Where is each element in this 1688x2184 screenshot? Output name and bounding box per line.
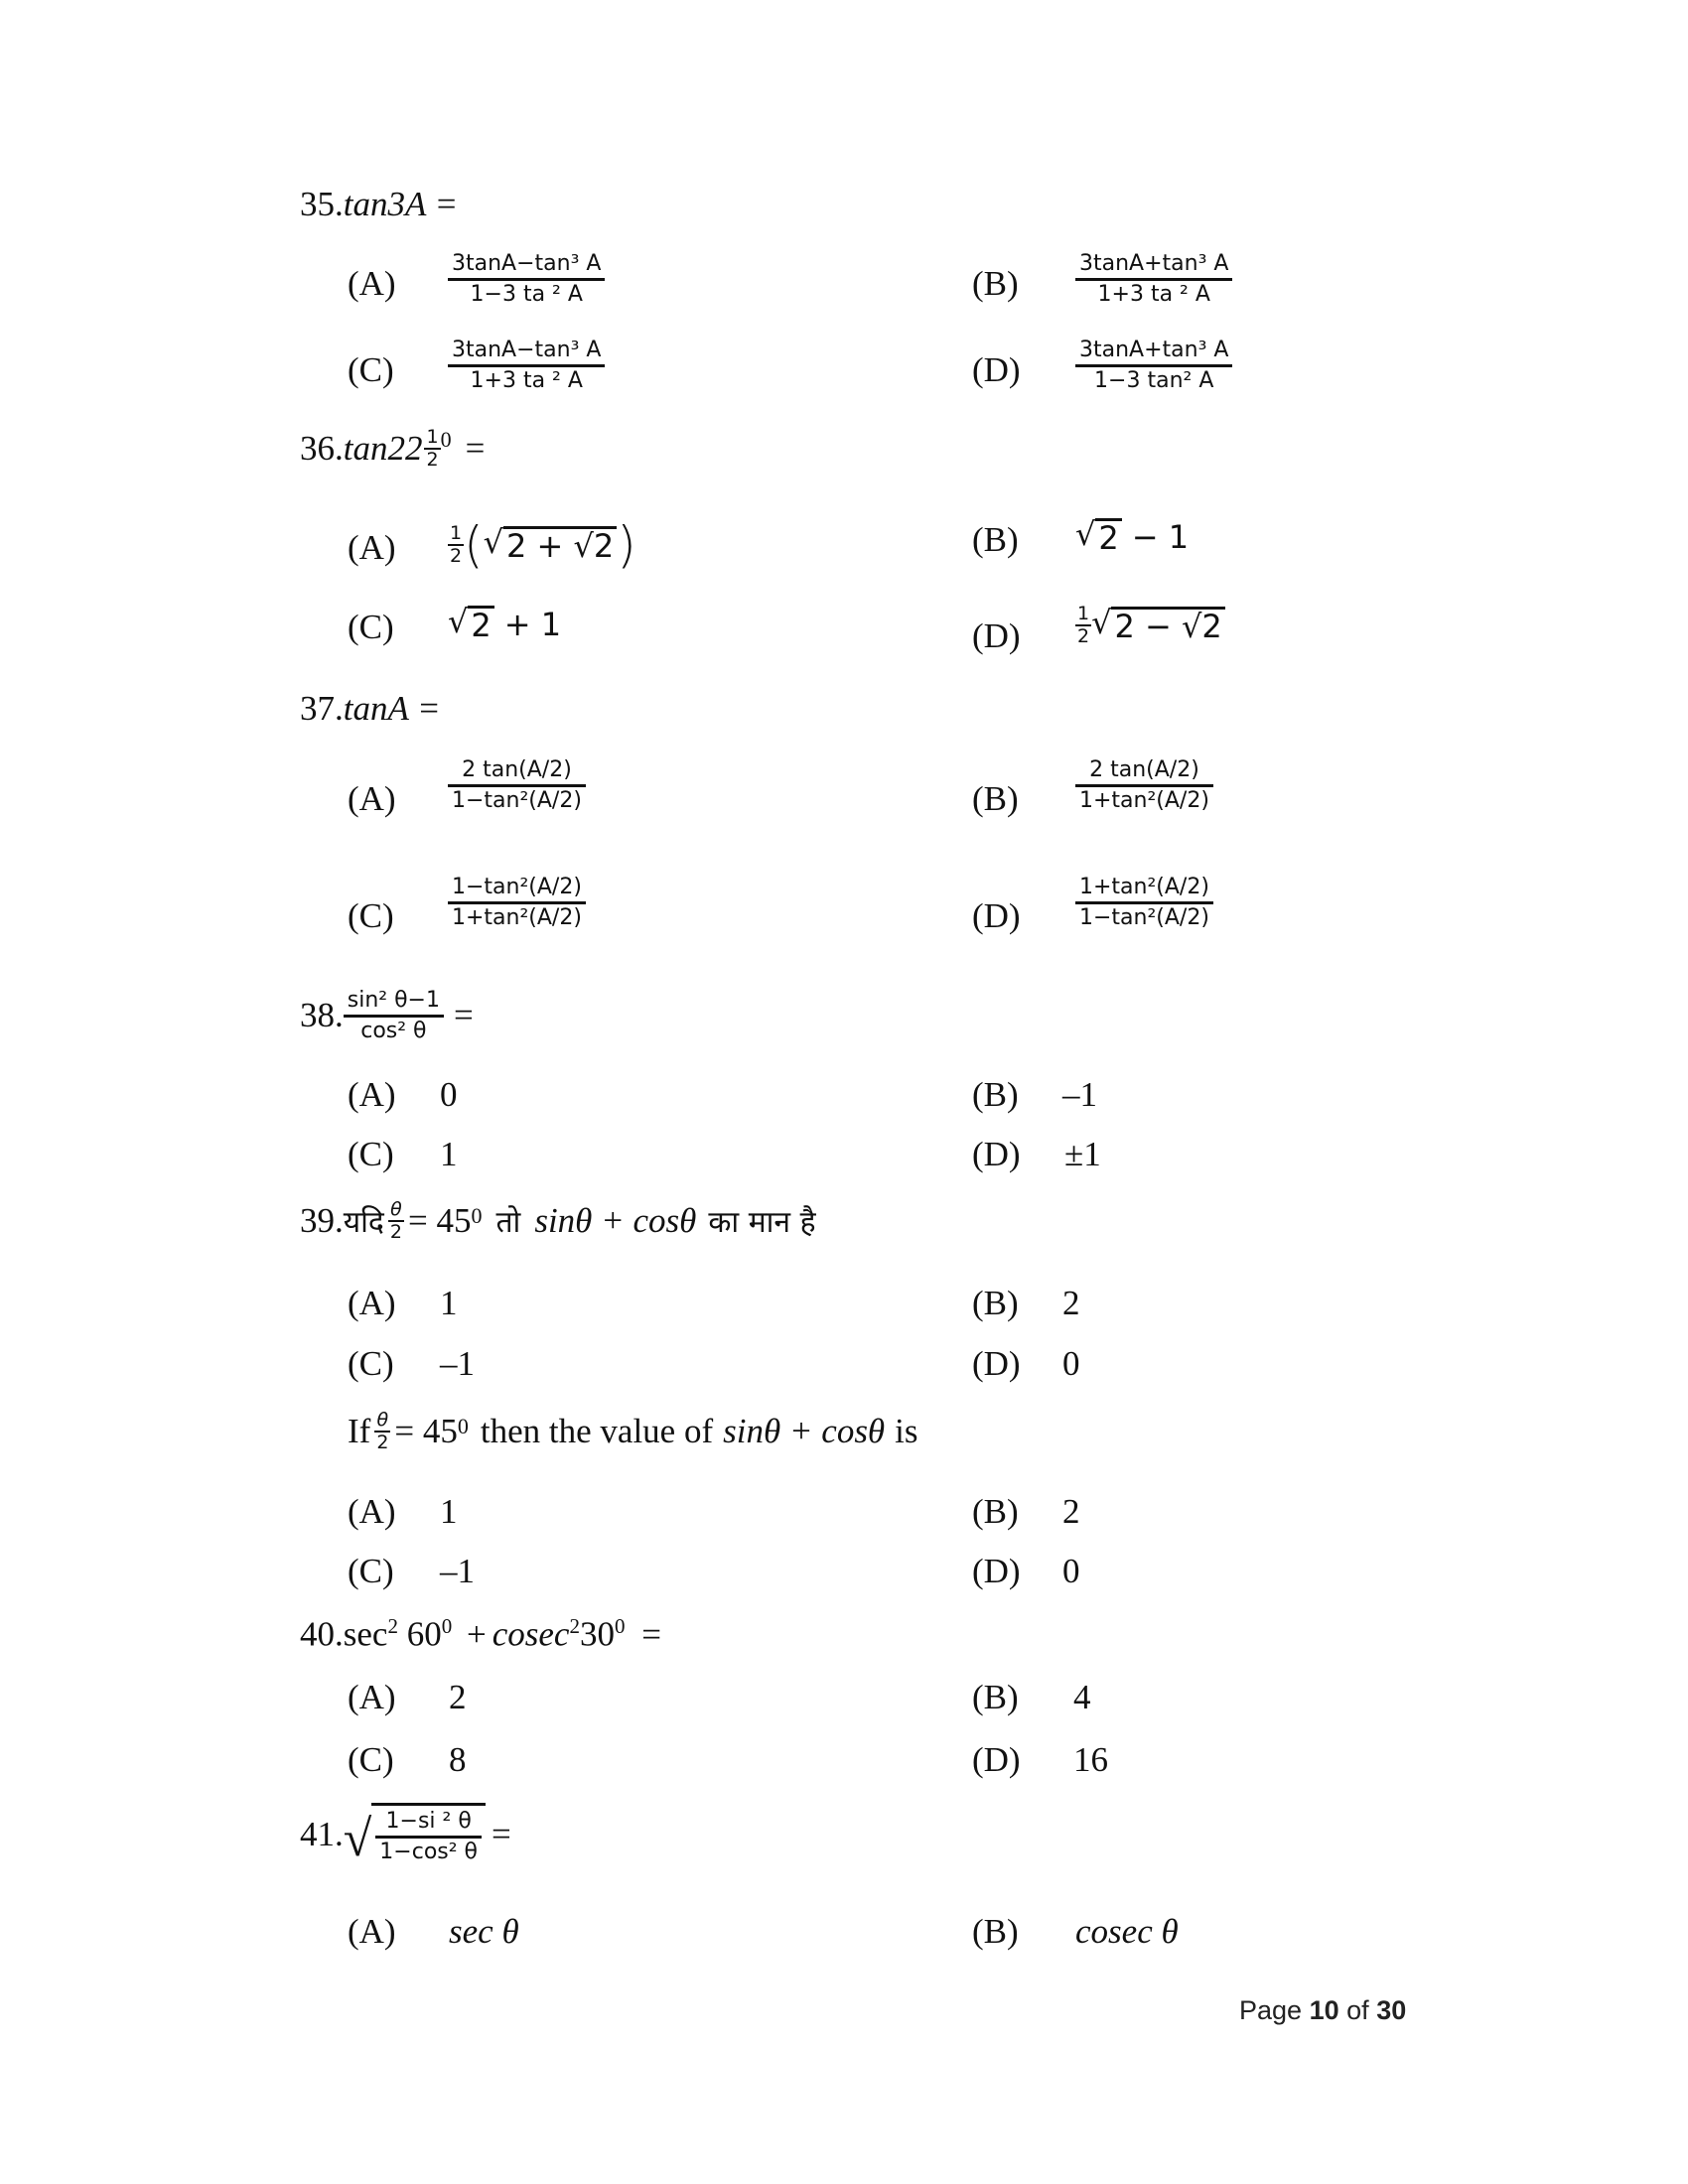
square-root: √ 2 bbox=[1075, 518, 1122, 556]
q35-option-b[interactable] bbox=[1075, 250, 1232, 308]
question-expression: tanA = bbox=[343, 689, 441, 728]
option-label-b: (B) bbox=[972, 779, 1019, 818]
fraction-numerator: 1−si ² θ bbox=[385, 1809, 472, 1834]
fraction-numerator: 2 tan(A/2) bbox=[1089, 757, 1199, 782]
question-number: 36. bbox=[300, 428, 344, 468]
option-label-d: (D) bbox=[972, 1344, 1021, 1383]
q39-option-a[interactable]: 1 bbox=[440, 1284, 458, 1322]
q36-option-a[interactable] bbox=[448, 516, 636, 574]
option-label-c: (C) bbox=[348, 1344, 394, 1383]
fraction-denominator: 1+3 ta ² A bbox=[1097, 281, 1210, 307]
fraction-denominator: 1+tan²(A/2) bbox=[1079, 787, 1209, 813]
option-label-a: (A) bbox=[348, 1912, 396, 1951]
option-label-b: (B) bbox=[972, 1492, 1019, 1531]
q40-option-b[interactable]: 4 bbox=[1073, 1678, 1091, 1716]
option-label-a: (A) bbox=[348, 1492, 396, 1531]
question-number: 35. bbox=[300, 185, 344, 223]
square-root: √ 2 bbox=[448, 606, 494, 643]
radical-sign-icon: √ bbox=[1091, 603, 1112, 641]
option-label-d: (D) bbox=[972, 616, 1021, 655]
q41-option-b[interactable]: cosec θ bbox=[1075, 1912, 1179, 1951]
q38-option-b[interactable]: –1 bbox=[1062, 1075, 1097, 1114]
option-label-c: (C) bbox=[348, 1135, 394, 1173]
option-label-a: (A) bbox=[348, 264, 396, 303]
question-number: 38. bbox=[300, 996, 344, 1034]
question-36-stem bbox=[300, 427, 485, 471]
q39-en-option-a[interactable]: 1 bbox=[440, 1492, 458, 1531]
q36-option-c[interactable]: √ 2 + 1 bbox=[448, 603, 562, 644]
option-label-d: (D) bbox=[972, 350, 1021, 389]
question-number: 41. bbox=[300, 1814, 344, 1853]
option-label-a: (A) bbox=[348, 528, 396, 567]
q37-option-a[interactable] bbox=[448, 756, 586, 814]
page-number: Page 10 of 30 bbox=[1239, 1995, 1407, 2025]
question-38-stem bbox=[300, 987, 474, 1044]
fraction-numerator: θ bbox=[390, 1198, 402, 1220]
question-37-stem bbox=[300, 689, 441, 729]
option-label-b: (B) bbox=[972, 264, 1019, 303]
equals-sign: = bbox=[453, 996, 474, 1034]
fraction-numerator: 1 bbox=[1077, 603, 1090, 624]
q40-option-c[interactable]: 8 bbox=[449, 1740, 467, 1779]
square-root: √ 2 − √2 bbox=[1091, 607, 1225, 644]
fraction-numerator: 1 bbox=[450, 522, 463, 545]
fraction-numerator: 3tanA−tan³ A bbox=[452, 251, 602, 276]
fraction-numerator: 1+tan²(A/2) bbox=[1079, 875, 1209, 899]
q38-option-d[interactable]: ±1 bbox=[1064, 1135, 1101, 1173]
fraction-denominator: 2 bbox=[450, 545, 463, 567]
radical-sign-icon: √ bbox=[343, 1811, 372, 1867]
q39-en-option-b[interactable]: 2 bbox=[1062, 1492, 1080, 1531]
q36-option-d[interactable] bbox=[1075, 604, 1225, 647]
square-root bbox=[344, 1803, 486, 1865]
fraction-denominator: 1−3 ta ² A bbox=[470, 281, 583, 307]
option-label-d: (D) bbox=[972, 1135, 1021, 1173]
option-label-a: (A) bbox=[348, 1284, 396, 1322]
radical-sign-icon: √ bbox=[483, 522, 503, 561]
close-paren: ) bbox=[617, 516, 636, 574]
fraction-denominator: 1−tan²(A/2) bbox=[1079, 904, 1209, 930]
option-label-c: (C) bbox=[348, 608, 394, 646]
question-expression: tan3A = bbox=[343, 185, 459, 223]
fraction-numerator: 3tanA−tan³ A bbox=[452, 338, 602, 362]
q39-option-d[interactable]: 0 bbox=[1062, 1344, 1080, 1383]
question-expression: tan22 bbox=[343, 428, 423, 468]
question-40-stem: $40.\sec^2$ $60^0 + cosec^230^0$ = bbox=[300, 1614, 661, 1654]
option-label-d: (D) bbox=[972, 1552, 1021, 1590]
q38-option-a[interactable]: 0 bbox=[440, 1075, 458, 1114]
question-number: 40. bbox=[300, 1614, 344, 1654]
fraction-denominator: 2 bbox=[389, 1220, 402, 1243]
question-41-stem bbox=[300, 1803, 511, 1865]
q35-option-a[interactable] bbox=[448, 250, 605, 308]
fraction-numerator: 1 bbox=[426, 426, 439, 448]
q40-option-a[interactable]: 2 bbox=[449, 1678, 467, 1716]
option-label-b: (B) bbox=[972, 1284, 1019, 1322]
fraction-numerator: sin² θ−1 bbox=[347, 988, 440, 1013]
q41-option-a[interactable]: sec θ bbox=[449, 1912, 519, 1951]
option-label-c: (C) bbox=[348, 896, 394, 935]
option-label-b: (B) bbox=[972, 1678, 1019, 1716]
square-root: √ 2 + √2 bbox=[484, 526, 618, 564]
q35-option-c[interactable] bbox=[448, 337, 605, 394]
fraction-numerator: θ bbox=[376, 1409, 389, 1431]
question-39-stem-hindi: 39. यदि $\frac{\theta}{2}$ = 45 0 तो sinθ + cosθ का मान है bbox=[300, 1198, 816, 1243]
option-label-a: (A) bbox=[348, 1075, 396, 1114]
q39-en-option-c[interactable]: –1 bbox=[440, 1552, 475, 1590]
fraction-denominator: 1−3 tan² A bbox=[1094, 367, 1214, 393]
fraction-numerator: 3tanA+tan³ A bbox=[1079, 338, 1229, 362]
q37-option-b[interactable] bbox=[1075, 756, 1213, 814]
q38-option-c[interactable]: 1 bbox=[440, 1135, 458, 1173]
open-paren: ( bbox=[464, 516, 484, 574]
question-number: 39. bbox=[300, 1200, 344, 1240]
option-label-b: (B) bbox=[972, 1075, 1019, 1114]
option-label-b: (B) bbox=[972, 520, 1019, 559]
radical-sign-icon: √ bbox=[448, 603, 469, 640]
fraction-numerator: 1−tan²(A/2) bbox=[452, 875, 582, 899]
fraction-denominator: 1−tan²(A/2) bbox=[452, 787, 582, 813]
option-label-d: (D) bbox=[972, 1740, 1021, 1779]
fraction-denominator: 1−cos² θ bbox=[379, 1839, 479, 1864]
option-label-d: (D) bbox=[972, 896, 1021, 935]
fraction-denominator: 2 bbox=[376, 1431, 389, 1453]
q39-option-c[interactable]: –1 bbox=[440, 1344, 475, 1383]
q36-option-b[interactable]: √ 2 − 1 bbox=[1075, 515, 1190, 557]
option-label-c: (C) bbox=[348, 350, 394, 389]
question-39-stem-english: If $\frac{\theta}{2}$ = 45 0 then the value of sinθ + cosθ is bbox=[348, 1409, 918, 1453]
fraction-denominator: 1+3 ta ² A bbox=[470, 367, 583, 393]
q39-option-b[interactable]: 2 bbox=[1062, 1284, 1080, 1322]
radical-sign-icon: √ bbox=[1075, 515, 1096, 553]
equals-sign: = bbox=[641, 1614, 661, 1654]
equals-sign: = bbox=[465, 428, 486, 468]
option-label-c: (C) bbox=[348, 1740, 394, 1779]
q35-option-d[interactable] bbox=[1075, 337, 1232, 394]
fraction-numerator: 2 tan(A/2) bbox=[462, 757, 572, 782]
equals-sign: = bbox=[492, 1814, 511, 1853]
q37-option-d[interactable] bbox=[1075, 874, 1213, 931]
option-label-b: (B) bbox=[972, 1912, 1019, 1951]
option-label-a: (A) bbox=[348, 779, 396, 818]
fraction-denominator: 1+tan²(A/2) bbox=[452, 904, 582, 930]
fraction-denominator: 2 bbox=[426, 448, 439, 471]
option-label-a: (A) bbox=[348, 1678, 396, 1716]
q40-option-d[interactable]: 16 bbox=[1073, 1740, 1108, 1779]
fraction-denominator: 2 bbox=[1077, 624, 1090, 647]
option-label-c: (C) bbox=[348, 1552, 394, 1590]
fraction-denominator: cos² θ bbox=[360, 1018, 427, 1043]
question-number: 37. bbox=[300, 689, 344, 728]
q39-en-option-d[interactable]: 0 bbox=[1062, 1552, 1080, 1590]
q37-option-c[interactable] bbox=[448, 874, 586, 931]
fraction-numerator: 3tanA+tan³ A bbox=[1079, 251, 1229, 276]
question-35-stem bbox=[300, 185, 458, 224]
degree-superscript: 0 bbox=[440, 427, 452, 452]
